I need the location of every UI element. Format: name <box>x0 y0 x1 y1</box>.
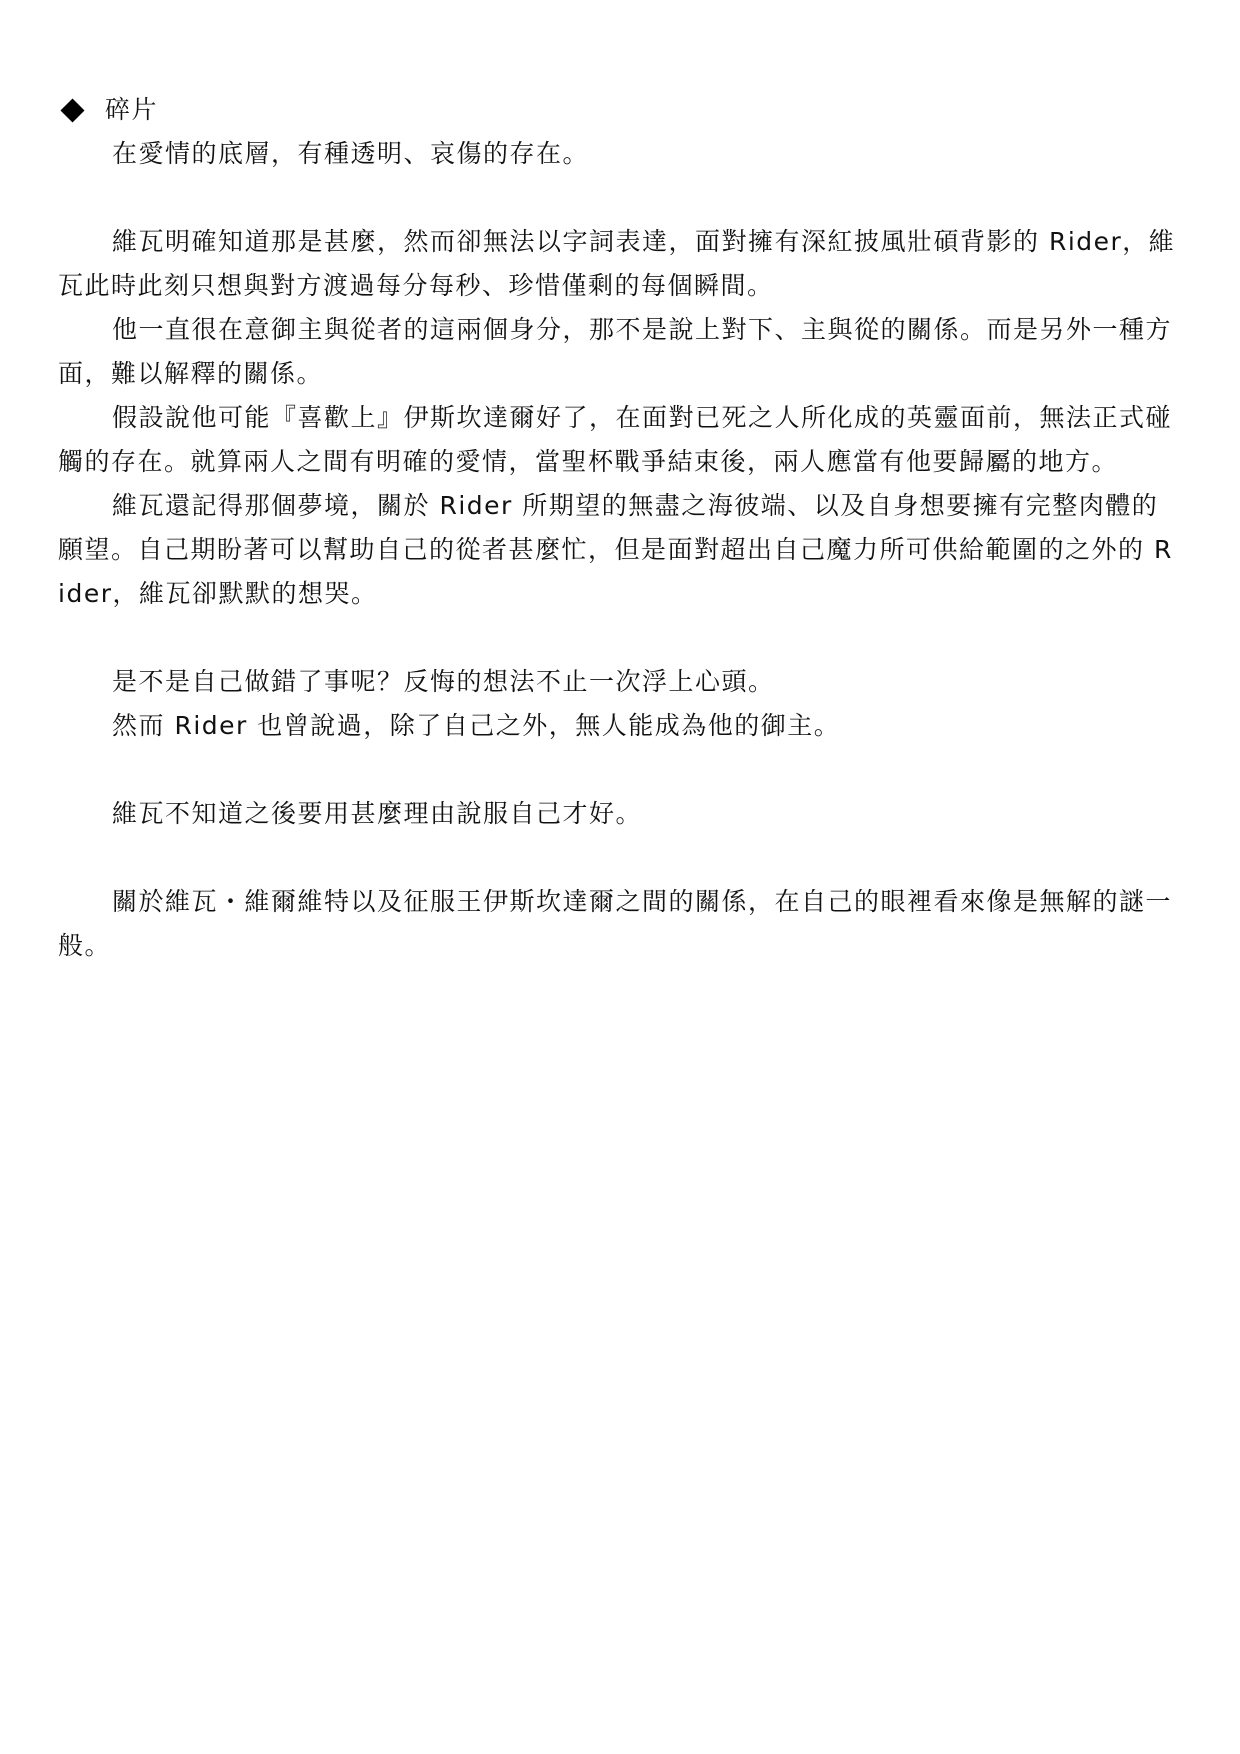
section-title: 碎片 <box>105 95 159 124</box>
blank-line <box>58 616 1178 660</box>
document-body <box>58 88 1178 968</box>
paragraph: 是不是自己做錯了事呢？反悔的想法不止一次浮上心頭。 <box>112 667 775 696</box>
paragraph: 假設說他可能『喜歡上』伊斯坎達爾好了，在面對已死之人所化成的英靈面前，無法正式碰觸的存在。就算兩人之間有明確的愛情，當聖杯戰爭結束後，兩人應當有他要歸屬的地方。 <box>58 403 1173 476</box>
blank-line <box>58 176 1178 220</box>
paragraph: 維瓦不知道之後要用甚麼理由說服自己才好。 <box>112 799 643 828</box>
paragraph: 在愛情的底層，有種透明、哀傷的存在。 <box>112 139 590 168</box>
section-heading <box>58 88 1178 132</box>
paragraph: 他一直很在意御主與從者的這兩個身分，那不是說上對下、主與從的關係。而是另外一種方面，難以解釋的關係。 <box>58 315 1173 388</box>
blank-line <box>58 836 1178 880</box>
blank-line <box>58 748 1178 792</box>
paragraph: 然而 Rider 也曾說過，除了自己之外，無人能成為他的御主。 <box>112 711 841 740</box>
diamond-bullet-icon <box>60 98 84 122</box>
paragraph: 維瓦明確知道那是甚麼，然而卻無法以字詞表達，面對擁有深紅披風壯碩背影的 Rider，維瓦此時此刻只想與對方渡過每分每秒、珍惜僅剩的每個瞬間。 <box>58 227 1176 300</box>
paragraph: 維瓦還記得那個夢境，關於 Rider 所期望的無盡之海彼端、以及自身想要擁有完整肉體的願望。自己期盼著可以幫助自己的從者甚麼忙，但是面對超出自己魔力所可供給範圍的之外的 Rider，維瓦卻默默的想哭。 <box>58 491 1173 608</box>
paragraph: 關於維瓦・維爾維特以及征服王伊斯坎達爾之間的關係，在自己的眼裡看來像是無解的謎一般。 <box>58 887 1173 960</box>
